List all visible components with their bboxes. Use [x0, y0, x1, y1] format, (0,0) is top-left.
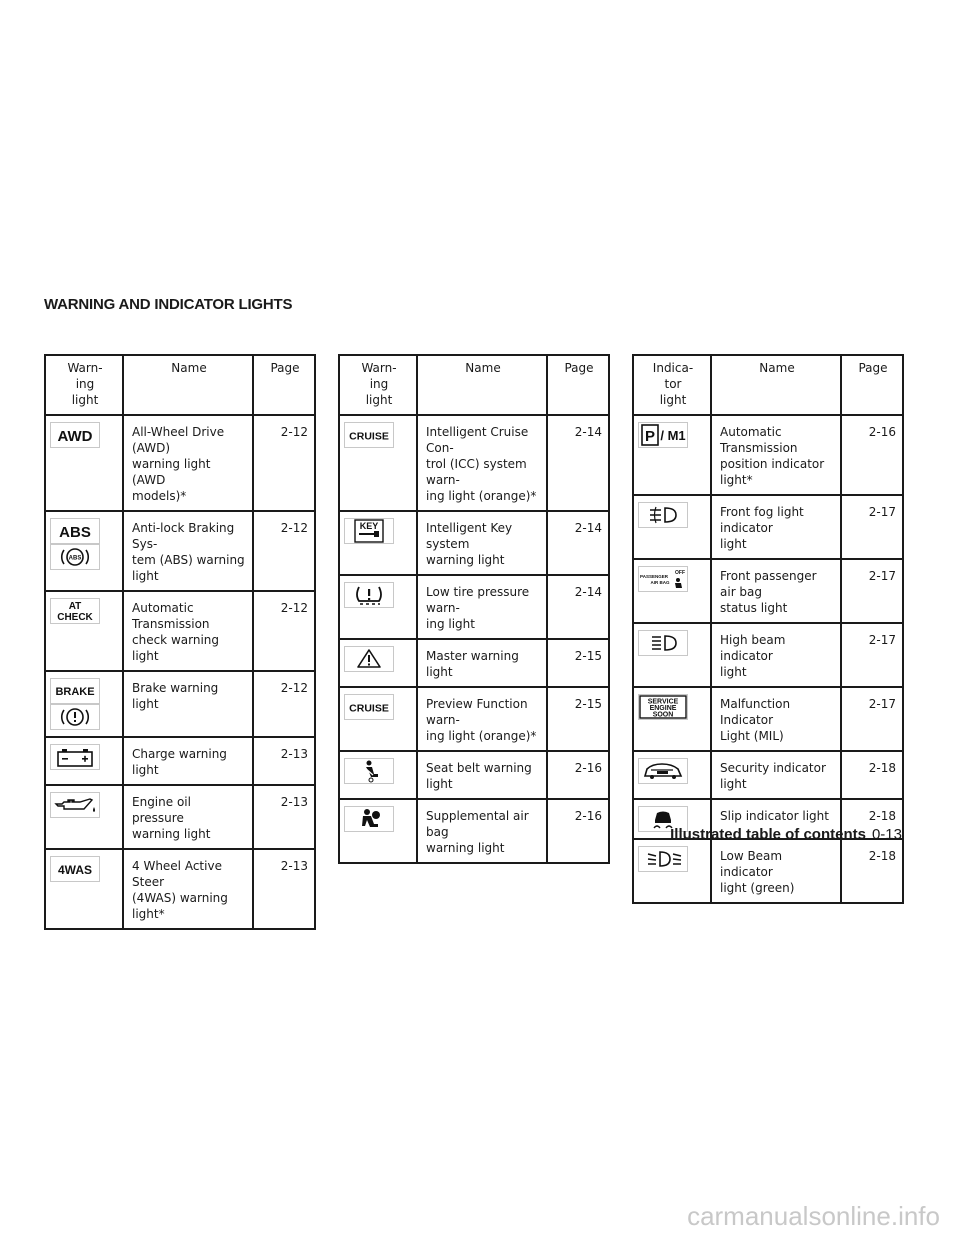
light-name: High beam indicator light	[711, 623, 841, 687]
warning-lights-table-1	[44, 354, 316, 930]
fog-light-icon	[638, 502, 706, 528]
page-ref: 2-15	[547, 639, 609, 687]
svg-text:ABS: ABS	[68, 555, 82, 562]
cruise-icon	[344, 694, 412, 720]
header-name: Name	[417, 355, 547, 415]
light-name: Master warning light	[417, 639, 547, 687]
icon-cell	[45, 849, 123, 929]
header-name: Name	[711, 355, 841, 415]
table-row	[633, 559, 903, 623]
page-ref: 2-12	[253, 671, 315, 737]
svg-text:4WAS: 4WAS	[57, 863, 93, 877]
low-beam-icon	[638, 846, 706, 872]
tire-pressure-icon	[344, 582, 412, 608]
header-page: Page	[547, 355, 609, 415]
table-row	[339, 751, 609, 799]
page-ref: 2-18	[841, 799, 903, 839]
icon-cell	[339, 799, 417, 863]
table-row	[633, 623, 903, 687]
header-page: Page	[253, 355, 315, 415]
watermark: carmanualsonline.info	[687, 1201, 940, 1231]
light-name: Brake warning light	[123, 671, 253, 737]
svg-text:AT: AT	[68, 601, 82, 612]
svg-text:BRAKE: BRAKE	[55, 686, 95, 698]
svg-text:/ M1: / M1	[660, 428, 686, 443]
passenger-air-bag-icon	[638, 566, 706, 592]
light-name: Automatic Transmission position indicator light*	[711, 415, 841, 495]
icon-cell	[45, 737, 123, 785]
page-ref: 2-13	[253, 785, 315, 849]
icon-cell	[633, 687, 711, 751]
page-ref: 2-15	[547, 687, 609, 751]
icon-cell	[339, 575, 417, 639]
page-ref: 2-18	[841, 751, 903, 799]
table-row	[633, 495, 903, 559]
key-icon	[344, 518, 412, 544]
icon-cell	[633, 623, 711, 687]
page-footer	[670, 826, 902, 843]
light-name: Malfunction Indicator Light (MIL)	[711, 687, 841, 751]
page-ref: 2-13	[253, 737, 315, 785]
header-page: Page	[841, 355, 903, 415]
page-ref: 2-12	[253, 415, 315, 511]
page-ref: 2-17	[841, 623, 903, 687]
abs-text-icon	[50, 518, 118, 544]
icon-cell	[45, 511, 123, 591]
light-name: Security indicator light	[711, 751, 841, 799]
master-warning-icon	[344, 646, 412, 672]
light-name: Low Beam indicator light (green)	[711, 839, 841, 903]
icon-cell	[45, 671, 123, 737]
header-light: Indica- tor light	[633, 355, 711, 415]
svg-text:AIR BAG: AIR BAG	[650, 580, 670, 585]
icon-cell	[339, 687, 417, 751]
light-name: Front passenger air bag status light	[711, 559, 841, 623]
indicator-lights-table	[632, 354, 904, 904]
light-name: Front fog light indicator light	[711, 495, 841, 559]
table-row	[45, 737, 315, 785]
icon-cell	[633, 559, 711, 623]
icon-cell	[339, 415, 417, 511]
page-ref: 2-18	[841, 839, 903, 903]
light-name: Intelligent Cruise Con- trol (ICC) system warn- ing light (orange)*	[417, 415, 547, 511]
table-row	[339, 511, 609, 575]
table-row	[633, 415, 903, 495]
air-bag-icon	[344, 806, 412, 832]
light-name: Preview Function warn- ing light (orange)*	[417, 687, 547, 751]
oil-can-icon	[50, 792, 118, 818]
page-ref: 2-13	[253, 849, 315, 929]
page-ref: 2-14	[547, 511, 609, 575]
table-row	[339, 639, 609, 687]
light-name: Automatic Transmission check warning light	[123, 591, 253, 671]
icon-cell	[633, 751, 711, 799]
svg-text:P: P	[644, 428, 656, 445]
page-ref: 2-16	[547, 799, 609, 863]
header-light: Warn- ing light	[45, 355, 123, 415]
light-name: Engine oil pressure warning light	[123, 785, 253, 849]
table-row	[45, 671, 315, 737]
light-name: Charge warning light	[123, 737, 253, 785]
at-check-icon	[50, 598, 118, 624]
service-engine-soon-icon	[638, 694, 706, 720]
icon-cell	[633, 839, 711, 903]
light-name: Low tire pressure warn- ing light	[417, 575, 547, 639]
table-row	[339, 575, 609, 639]
icon-cell	[339, 639, 417, 687]
table-row	[45, 785, 315, 849]
table-row	[339, 687, 609, 751]
header-name: Name	[123, 355, 253, 415]
abs-circle-icon	[50, 544, 118, 570]
light-name: 4 Wheel Active Steer (4WAS) warning light*	[123, 849, 253, 929]
awd-icon	[50, 422, 118, 448]
high-beam-icon	[638, 630, 706, 656]
svg-text:CRUISE: CRUISE	[349, 430, 389, 443]
light-name: Anti-lock Braking Sys- tem (ABS) warning light	[123, 511, 253, 591]
page-ref: 2-17	[841, 559, 903, 623]
icon-cell	[339, 751, 417, 799]
light-name: Supplemental air bag warning light	[417, 799, 547, 863]
seat-belt-icon	[344, 758, 412, 784]
table-row	[339, 415, 609, 511]
page-ref: 2-16	[841, 415, 903, 495]
svg-text:SERVICE: SERVICE	[647, 698, 679, 706]
section-title: WARNING AND INDICATOR LIGHTS	[44, 296, 293, 313]
icon-cell	[633, 415, 711, 495]
battery-icon	[50, 744, 118, 770]
svg-text:CRUISE: CRUISE	[349, 702, 389, 715]
header-light: Warn- ing light	[339, 355, 417, 415]
p-m1-icon	[638, 422, 706, 448]
svg-text:CHECK: CHECK	[57, 612, 93, 623]
light-name: All-Wheel Drive (AWD) warning light (AWD models)*	[123, 415, 253, 511]
icon-cell	[45, 591, 123, 671]
light-name: Intelligent Key system warning light	[417, 511, 547, 575]
cruise-icon	[344, 422, 412, 448]
brake-circle-icon	[50, 704, 118, 730]
table-row	[633, 751, 903, 799]
icon-cell	[633, 495, 711, 559]
icon-cell	[45, 415, 123, 511]
table-row	[45, 511, 315, 591]
svg-text:ENGINE: ENGINE	[649, 705, 677, 712]
warning-lights-table-2	[338, 354, 610, 864]
svg-text:KEY: KEY	[359, 521, 379, 531]
page-ref: 2-12	[253, 591, 315, 671]
footer-title: Illustrated table of contents	[670, 826, 866, 843]
page-ref: 2-14	[547, 575, 609, 639]
page-ref: 2-17	[841, 495, 903, 559]
4was-icon	[50, 856, 118, 882]
brake-text-icon	[50, 678, 118, 704]
table-row	[633, 839, 903, 903]
svg-text:PASSENGER: PASSENGER	[640, 574, 668, 579]
security-car-icon	[638, 758, 706, 784]
page-ref: 2-16	[547, 751, 609, 799]
svg-text:SOON: SOON	[652, 711, 674, 719]
page-ref: 2-12	[253, 511, 315, 591]
icon-cell	[339, 511, 417, 575]
table-row	[45, 415, 315, 511]
table-row	[45, 849, 315, 929]
footer-page-number: 0-13	[871, 826, 902, 843]
svg-text:OFF: OFF	[675, 570, 685, 576]
svg-text:ABS: ABS	[59, 524, 91, 541]
page-ref: 2-17	[841, 687, 903, 751]
table-row	[45, 591, 315, 671]
svg-text:AWD: AWD	[57, 428, 93, 445]
page-ref: 2-14	[547, 415, 609, 511]
light-name: Slip indicator light	[711, 799, 841, 839]
table-row	[339, 799, 609, 863]
light-name: Seat belt warning light	[417, 751, 547, 799]
table-row	[633, 687, 903, 751]
icon-cell	[45, 785, 123, 849]
